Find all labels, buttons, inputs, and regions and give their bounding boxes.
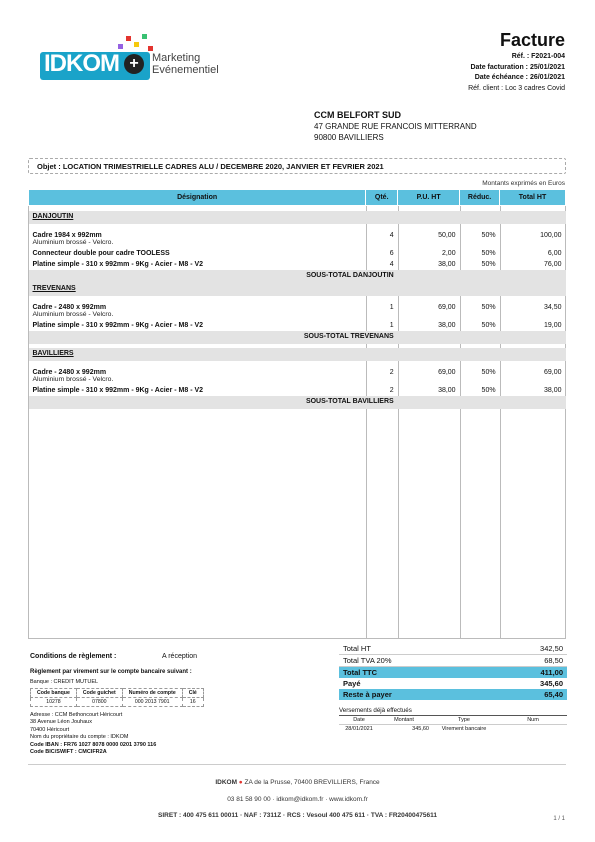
footer-divider xyxy=(28,764,566,765)
item-qty: 4 xyxy=(389,260,394,268)
table-row xyxy=(29,367,566,385)
logo-tagline xyxy=(152,52,219,76)
item-pu: 50,00 xyxy=(438,231,456,239)
confetti-icon xyxy=(134,42,139,47)
item-designation xyxy=(29,367,366,385)
item-reduc: 50% xyxy=(481,321,496,329)
confetti-icon xyxy=(118,44,123,49)
table-row xyxy=(29,259,566,270)
item-pu: 69,00 xyxy=(438,368,456,376)
logo-text: IDKOM xyxy=(44,50,119,77)
item-title: Connecteur double pour cadre TOOLESS xyxy=(32,249,170,257)
item-reduc: 50% xyxy=(481,249,496,257)
item-total: 76,00 xyxy=(543,260,562,268)
payment-conditions-value: A réception xyxy=(162,653,198,660)
ref-label: Réf. : xyxy=(511,53,530,60)
table-row xyxy=(29,230,566,248)
due-value: 26/01/2021 xyxy=(529,74,565,81)
paid-row xyxy=(339,678,567,689)
item-subtitle: Aluminium brossé - Velcro. xyxy=(32,310,114,318)
item-qty: 6 xyxy=(389,249,394,257)
total-tva-label: Total TVA 20% xyxy=(343,656,392,665)
bank-addr1: Adresse : CCM Bethoncourt Héricourt xyxy=(30,712,123,718)
footer-line1 xyxy=(0,779,595,786)
item-designation xyxy=(29,230,366,248)
table-header-row xyxy=(29,190,566,206)
bank-addr3: 70400 Héricourt xyxy=(30,726,70,733)
payment-date: 28/01/2021 xyxy=(345,726,373,732)
item-total: 38,00 xyxy=(543,386,562,394)
payment-type: Virement bancaire xyxy=(441,726,487,732)
client-ref-label: Réf. client : xyxy=(468,84,504,92)
item-pu: 2,00 xyxy=(441,249,456,257)
item-designation xyxy=(29,302,366,320)
confetti-icon xyxy=(142,34,147,39)
item-designation xyxy=(29,259,366,270)
bank-header-guichet: Code guichet xyxy=(76,689,122,698)
bank-name: Banque : CREDIT MUTUEL xyxy=(30,679,99,685)
logo-plus-icon: + xyxy=(124,54,144,74)
section-row xyxy=(29,348,566,361)
client-name: CCM BELFORT SUD xyxy=(314,110,401,120)
total-ht-row xyxy=(339,643,567,655)
total-tva-value: 68,50 xyxy=(544,656,563,665)
item-qty: 1 xyxy=(389,321,394,329)
section-name: TREVENANS xyxy=(29,283,566,296)
remaining-label: Reste à payer xyxy=(343,690,392,699)
subtotal-label: SOUS-TOTAL DANJOUTIN xyxy=(29,270,398,283)
col-header-qty: Qté. xyxy=(366,190,398,206)
item-reduc: 50% xyxy=(481,303,496,311)
payments-header-type: Type xyxy=(458,717,470,723)
item-qty: 2 xyxy=(389,386,394,394)
bic: Code BIC/SWIFT : CMCIFR2A xyxy=(30,749,107,756)
total-tva-row xyxy=(339,655,567,667)
item-qty: 1 xyxy=(389,303,394,311)
remaining-row xyxy=(339,689,567,700)
conditions-label: Conditions de règlement : xyxy=(30,653,117,660)
bank-details-table xyxy=(30,688,204,707)
invoice-meta xyxy=(468,52,565,94)
due-label: Date échéance : xyxy=(474,74,528,81)
bank-header-row xyxy=(31,689,204,698)
subtotal-row xyxy=(29,331,566,344)
payments-block xyxy=(339,707,567,733)
subtotal-row xyxy=(29,396,566,409)
subtotal-row xyxy=(29,270,566,283)
remaining-value: 65,40 xyxy=(544,690,563,699)
item-title: Platine simple - 310 x 992mm - 9Kg - Acier - M8 - V2 xyxy=(32,386,204,394)
total-ht-label: Total HT xyxy=(343,644,371,653)
account-owner: Nom du propriétaire du compte : IDKOM xyxy=(30,734,129,741)
item-designation xyxy=(29,320,366,331)
bank-value-row xyxy=(31,698,204,707)
item-title: Cadre - 2480 x 992mm xyxy=(32,368,107,376)
item-subtitle: Aluminium brossé - Velcro. xyxy=(32,375,114,383)
bank-transfer-note: Règlement par virement sur le compte bancaire suivant : xyxy=(30,669,192,675)
payment-conditions-label xyxy=(30,653,116,660)
invoice-date xyxy=(468,63,565,74)
item-designation xyxy=(29,248,366,259)
location-pin-icon: ● xyxy=(238,779,243,786)
invoice-ref xyxy=(468,52,565,63)
client-address-block xyxy=(314,110,477,143)
item-qty: 4 xyxy=(389,231,394,239)
item-total: 6,00 xyxy=(547,249,562,257)
item-subtitle: Aluminium brossé - Velcro. xyxy=(32,238,114,246)
item-qty: 2 xyxy=(389,368,394,376)
item-total: 69,00 xyxy=(543,368,562,376)
company-logo xyxy=(30,30,219,82)
client-address1: 47 GRANDE RUE FRANCOIS MITTERRAND xyxy=(314,122,477,131)
subtotal-label: SOUS-TOTAL TREVENANS xyxy=(29,331,398,344)
footer-company: IDKOM xyxy=(215,779,237,786)
table-row xyxy=(29,385,566,396)
page-number: 1 / 1 xyxy=(553,816,565,822)
payment-amount: 345,60 xyxy=(412,726,429,732)
tagline-line1: Marketing xyxy=(152,52,201,64)
col-header-pu: P.U. HT xyxy=(398,190,460,206)
paid-label: Payé xyxy=(343,679,361,688)
item-title: Platine simple - 310 x 992mm - 9Kg - Acier - M8 - V2 xyxy=(32,260,204,268)
item-pu: 38,00 xyxy=(438,321,456,329)
total-ttc-row xyxy=(339,667,567,678)
footer-address: ZA de la Prusse, 70400 BREVILLIERS, France xyxy=(244,779,380,786)
ref-value: F2021-004 xyxy=(531,53,565,60)
payment-num xyxy=(499,725,567,733)
section-row xyxy=(29,211,566,224)
bank-key: 16 xyxy=(182,698,203,707)
invoice-client-ref xyxy=(468,84,565,95)
tagline-line2: Evénementiel xyxy=(152,64,219,76)
item-title: Platine simple - 310 x 992mm - 9Kg - Acier - M8 - V2 xyxy=(32,321,204,329)
section-row xyxy=(29,283,566,296)
footer-legal: SIRET : 400 475 611 00011 · NAF : 7311Z · RCS : Vesoul 400 475 611 · TVA : FR20400475611 xyxy=(158,812,437,819)
item-total: 19,00 xyxy=(543,321,562,329)
col-header-reduc: Réduc. xyxy=(460,190,500,206)
bank-code: 10278 xyxy=(31,698,77,707)
item-total: 100,00 xyxy=(540,231,562,239)
date-label: Date facturation : xyxy=(470,63,528,71)
table-row xyxy=(29,248,566,259)
item-title: Cadre 1984 x 992mm xyxy=(32,231,102,239)
invoice-title: Facture xyxy=(499,30,565,50)
invoice-due xyxy=(468,73,565,84)
payments-header-num: Num xyxy=(527,717,539,723)
bank-header-code: Code banque xyxy=(31,689,77,698)
paid-value: 345,60 xyxy=(540,679,563,688)
payments-header-amount: Montant xyxy=(394,717,414,723)
item-pu: 38,00 xyxy=(438,260,456,268)
items-table xyxy=(28,189,566,409)
date-value: 25/01/2021 xyxy=(529,63,565,71)
payments-title: Versements déjà effectués xyxy=(339,707,567,716)
invoice-subject: Objet : LOCATION TRIMESTRIELLE CADRES ALU / DECEMBRE 2020, JANVIER ET FEVRIER 2021 xyxy=(28,158,566,174)
section-name: DANJOUTIN xyxy=(29,211,566,224)
confetti-icon xyxy=(148,46,153,51)
payment-row xyxy=(339,725,567,733)
client-ref-value: Loc 3 cadres Covid xyxy=(505,84,565,92)
item-reduc: 50% xyxy=(481,260,496,268)
table-row xyxy=(29,320,566,331)
bank-account: 000 2013 7901 xyxy=(122,698,182,707)
subtotal-label: SOUS-TOTAL BAVILLIERS xyxy=(29,396,398,409)
item-total: 34,50 xyxy=(543,303,562,311)
item-pu: 69,00 xyxy=(438,303,456,311)
table-row xyxy=(29,302,566,320)
item-title: Cadre - 2480 x 992mm xyxy=(32,303,107,311)
bank-addr2: 38 Avenue Léon Jouhaux xyxy=(30,719,92,726)
total-ttc-value: 411,00 xyxy=(540,668,563,677)
section-name: BAVILLIERS xyxy=(29,348,566,361)
total-ht-value: 342,50 xyxy=(540,644,563,653)
item-reduc: 50% xyxy=(481,368,496,376)
bank-header-key: Clé xyxy=(182,689,203,698)
footer-contacts: 03 81 58 90 00 · idkom@idkom.fr · www.idkom.fr xyxy=(227,796,368,803)
iban: Code IBAN : FR76 1027 8078 0000 0201 3790 116 xyxy=(30,741,157,748)
item-reduc: 50% xyxy=(481,386,496,394)
total-ttc-label: Total TTC xyxy=(343,668,378,677)
item-pu: 38,00 xyxy=(438,386,456,394)
item-reduc: 50% xyxy=(481,231,496,239)
client-address2: 90800 BAVILLIERS xyxy=(314,133,384,142)
bank-header-account: Numéro de compte xyxy=(122,689,182,698)
payments-header-row xyxy=(339,716,567,725)
currency-note: Montants exprimés en Euros xyxy=(482,180,565,187)
col-header-designation: Désignation xyxy=(29,190,366,206)
bank-guichet: 07800 xyxy=(76,698,122,707)
confetti-icon xyxy=(126,36,131,41)
col-header-total: Total HT xyxy=(500,190,566,206)
item-designation xyxy=(29,385,366,396)
bank-address-block xyxy=(30,712,156,756)
totals-block xyxy=(339,643,567,700)
payments-header-date: Date xyxy=(353,717,365,723)
